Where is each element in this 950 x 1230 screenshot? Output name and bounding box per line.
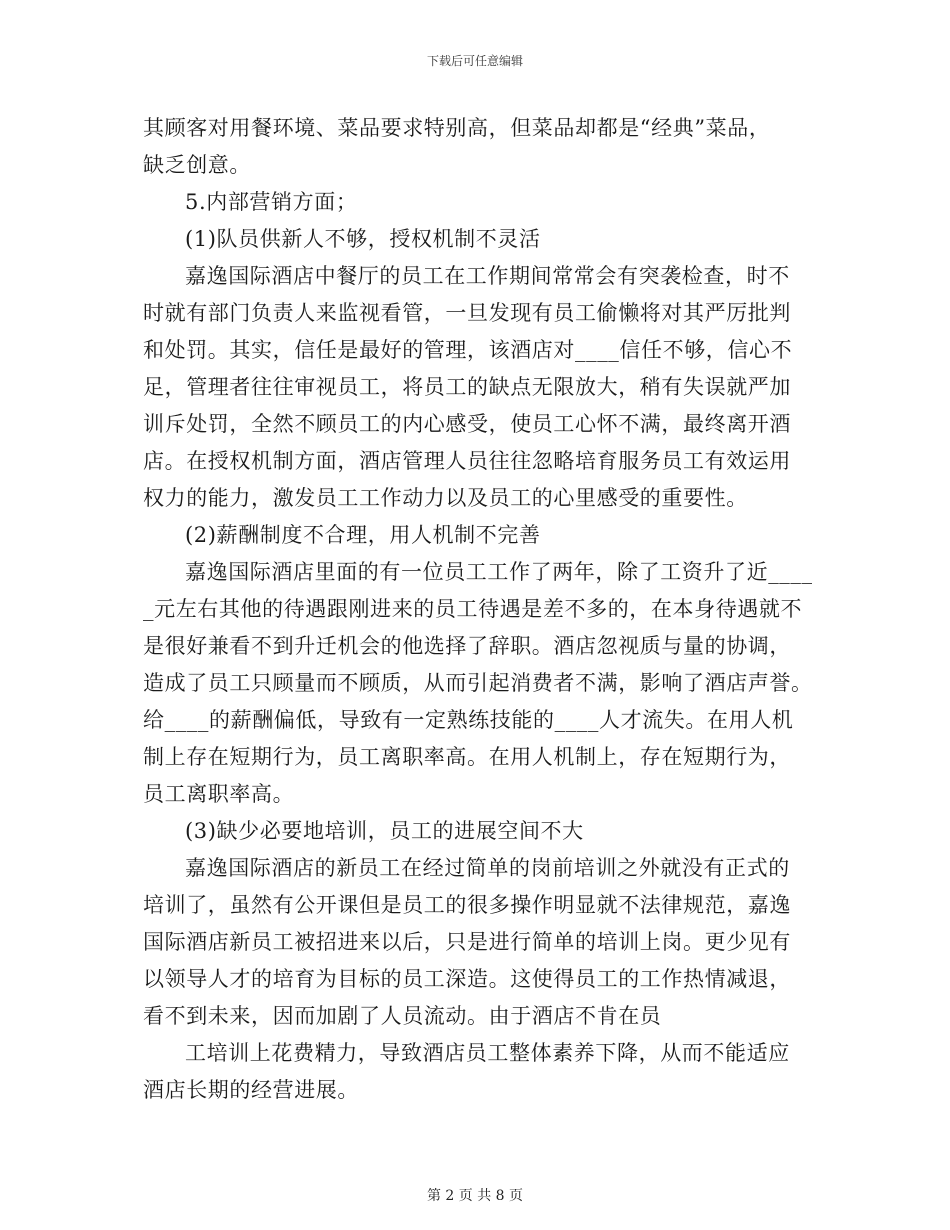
text-line: (2)薪酬制度不合理，用人机制不完善 — [185, 523, 541, 547]
text-line: 看不到未来，因而加剧了人员流动。由于酒店不肯在员 — [143, 1004, 662, 1028]
text-line: 其顾客对用餐环境、菜品要求特别高，但菜品却都是“经典”菜品， — [143, 116, 771, 140]
text-line: 培训了，虽然有公开课但是员工的很多操作明显就不法律规范，嘉逸 — [143, 893, 791, 917]
text-line: 国际酒店新员工被招进来以后，只是进行简单的培训上岗。更少见有 — [143, 930, 791, 954]
text-line: 时就有部门负责人来监视看管，一旦发现有员工偷懒将对其严厉批判 — [143, 301, 791, 325]
text-line: 5.内部营销方面； — [185, 190, 358, 214]
text-line: (1)队员供新人不够，授权机制不灵活 — [185, 227, 541, 251]
text-line: 店。在授权机制方面，酒店管理人员往往忽略培育服务员工有效运用 — [143, 449, 791, 473]
text-line: 和处罚。其实，信任是最好的管理，该酒店对____信任不够，信心不 — [143, 338, 793, 362]
page-header: 下载后可任意编辑 — [426, 54, 523, 68]
text-line: 训斥处罚，全然不顾员工的内心感受，使员工心怀不满，最终离开酒 — [143, 412, 791, 436]
text-line: 制上存在短期行为，员工离职率高。在用人机制上，存在短期行为， — [143, 745, 791, 769]
text-line: 缺乏创意。 — [143, 153, 251, 177]
text-line: 酒店长期的经营进展。 — [143, 1078, 359, 1102]
text-line: (3)缺少必要地培训，员工的进展空间不大 — [185, 819, 584, 843]
text-line: 足，管理者往往审视员工，将员工的缺点无限放大，稍有失误就严加 — [143, 375, 791, 399]
text-line: 嘉逸国际酒店的新员工在经过简单的岗前培训之外就没有正式的 — [185, 856, 790, 880]
text-line: 给____的薪酬偏低，导致有一定熟练技能的____人才流失。在用人机 — [143, 708, 794, 732]
page-footer: 第 2 页 共 8 页 — [426, 1188, 524, 1204]
text-line: 嘉逸国际酒店中餐厅的员工在工作期间常常会有突袭检查，时不 — [185, 264, 790, 288]
document-body — [143, 110, 811, 1109]
text-line: 是很好兼看不到升迁机会的他选择了辞职。酒店忽视质与量的协调， — [143, 634, 791, 658]
text-line: 以领导人才的培育为目标的员工深造。这使得员工的工作热情减退， — [143, 967, 791, 991]
text-line: 嘉逸国际酒店里面的有一位员工工作了两年，除了工资升了近____ — [185, 560, 813, 584]
text-line: _元左右其他的待遇跟刚进来的员工待遇是差不多的，在本身待遇就不 — [143, 597, 803, 621]
text-line: 工培训上花费精力，导致酒店员工整体素养下降，从而不能适应 — [185, 1041, 790, 1065]
text-line: 员工离职率高。 — [143, 782, 295, 806]
text-line: 造成了员工只顾量而不顾质，从而引起消费者不满，影响了酒店声誉。 — [143, 671, 813, 695]
text-line: 权力的能力，激发员工工作动力以及员工的心里感受的重要性。 — [143, 486, 748, 510]
